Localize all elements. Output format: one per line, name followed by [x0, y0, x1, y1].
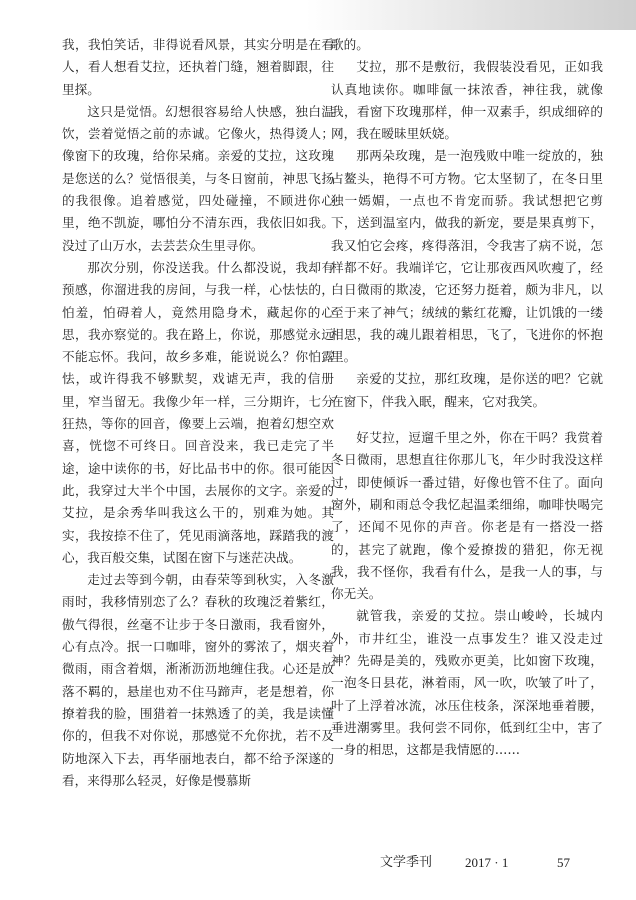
paragraph: 艾拉，那不是敷衍，我假装没看见，正如我认真地读你。咖啡氤一抹浓香，神往我，就像我，看窗下玫瑰那样，伸一双素手，织成细碎的网，我在暧昧里妖娆。 [331, 59, 603, 142]
paragraph: 我，我怕笑话，非得说看风景，其实分明是在看人，看人想看艾拉，还执着门缝，翘着脚跟，往里探。 [62, 37, 334, 97]
paragraph: 歌的。 [331, 37, 369, 52]
paragraph: 这只是觉悟。幻想很容易给人快感，独白温饮，尝着觉悟之前的赤诚。它像火，热得烫人；像窗下的玫瑰，给你呆痛。亲爱的艾拉，这玫瑰是您送的么？觉悟很美，与冬日窗前，神思飞扬的我很像。追着感觉，四处碰撞，不顾进你心里，绝不凯旋，哪怕分不清东西，我依旧如我。没过了山万水，去芸芸众生里寻你。 [62, 103, 334, 253]
paragraph: 好艾拉，逗遛千里之外，你在干吗？我赏着冬日微雨，思想直往你那儿飞，年少时我没这样过，即使倾诉一番过错，好像也管不住了。面向窗外，刷和雨总令我忆起温柔细绵，咖啡快喝完了，还闻不见你的声音。你老是有一搭没一搭的，甚完了就跑，像个爱撩拨的猎犯，你无视我，我不怪你，我看有什么，是我一人的事，与你无关。 [331, 430, 603, 602]
page-footer [0, 853, 636, 873]
paragraph: 那次分别，你没送我。什么都没说，我却有预感，你溜进我的房间，与我一样，心怯怯的，怕羞，怕碍着人，竟然用隐身术，藏起你的心思，我亦察觉的。我在路上，你说，那感觉永远不能忘怀。我问，故乡多难，能说说么？你怕露怯，或许得我不够默契，戏谑无声，我的信册里，窄当留无。我像少年一样，三分期许，七分狂热，等你的回音，像要上云端，抱着幻想空欢喜，恍惚不可终日。回音没来，我已走完了半途，途中读你的书，好比品书中的你。很可能因此，我穿过大半个中国，去展你的文字。亲爱的艾拉，是余秀华叫我这么干的，别难为她。其实，我按捺不住了，凭见雨滴落地，踩踏我的渡心，我百般交集，试图在窗下与迷茫决战。 [62, 259, 334, 565]
paragraph: 那两朵玫瑰，是一泡残败中唯一绽放的，独占鳌头，艳得不可方物。它太坚韧了，在冬日里独一嫣媚，一点也不肯宠而骄。我试想把它剪下，送到温室内，做我的新宠，要是果真剪下，我又怕它会疼，疼得落泪，令我害了病不说，怎样都不好。我端详它，它让那夜西风吹瘦了，经白日微雨的欺凌，它还努力挺着，颇为非凡，以至于来了神气；绒绒的紫红花瓣，让饥饿的一缕相思，我的魂儿跟着相思，飞了，飞进你的怀抱里。 [331, 148, 603, 365]
magazine-title: 文学季刊 [380, 855, 433, 870]
paragraph: 就管我，亲爱的艾拉。崇山峻岭，长城内外，市井红尘，谁没一点事发生？谁又没走过神？先碍是美的，残败亦更美，比如窗下玫瑰，一泡冬日县花，淋着雨，风一吹，吹皱了叶了，叶了上浮着冰流，冰压住枝条，深深地垂着腰，垂进潮雾里。我何尝不同你，低到红尘中，害了一身的相思，这都是我情愿的…… [331, 608, 603, 758]
page-corner-shade [306, 0, 636, 30]
left-column [62, 34, 334, 792]
right-column [331, 34, 603, 762]
issue-number: 2017 · 1 [465, 855, 509, 870]
page-number: 57 [557, 855, 570, 870]
paragraph: 走过去等到今朝，由春荣等到秋实，入冬激雨时，我移情别恋了么？春秋的玫瑰泛着紫红，傲气得很，丝毫不让步于冬日激雨，我看窗外，心有点冷。抿一口咖啡，窗外的雾浓了，烟夹着微雨，雨含着烟，淅淅沥沥地缠住我。心还是放落不羁的，悬崖也劝不住马蹄声，老是想着，你撩着我的脸，围猎着一抹熟透了的美，我是读懂你的，但我不对你说，那感觉不允你扰，若不及防地深入下去，再华丽地表白，都不给予深遂的看，来得那么轻灵，好像是慢慕斯 [62, 572, 334, 788]
paragraph: 亲爱的艾拉，那红玫瑰，是你送的吧？它就在窗下，伴我入眠，醒来，它对我笑。 [331, 371, 603, 409]
